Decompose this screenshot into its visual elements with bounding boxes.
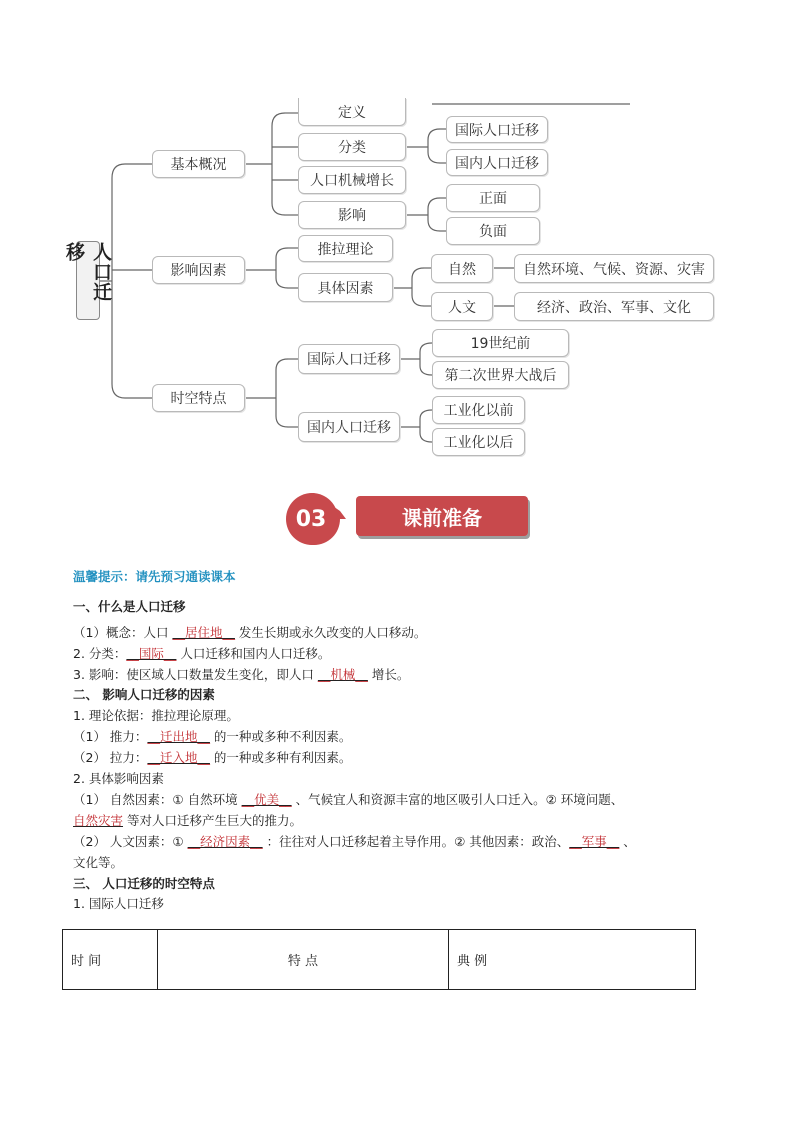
mindmap-connectors — [0, 0, 794, 470]
node-negative: 负面 — [446, 217, 540, 245]
answer-in: __迁入地__ — [147, 750, 210, 765]
section2-line2: （1） 推力：__迁出地__ 的一种或多种不利因素。 — [73, 729, 352, 744]
node-intl-migration: 国际人口迁移 — [446, 116, 548, 143]
section2-line4: 2. 具体影响因素 — [73, 771, 164, 786]
section2-line5: （1） 自然因素：① 自然环境 __优美__ 、气候宜人和资源丰富的地区吸引人口迁入。② 环境问题、 — [73, 792, 624, 807]
section2-heading: 二、 影响人口迁移的因素 — [73, 687, 215, 702]
node-definition: 定义 — [298, 98, 406, 126]
node-factors: 影响因素 — [152, 256, 245, 284]
answer-mechanical: __机械__ — [317, 667, 368, 682]
node-natural-detail: 自然环境、气候、资源、灾害 — [514, 254, 714, 283]
section1-line3: 3. 影响：使区域人口数量发生变化，即人口 __机械__ 增长。 — [73, 667, 410, 682]
node-impact: 影响 — [298, 201, 406, 229]
node-before-19c: 19世纪前 — [432, 329, 569, 357]
node-after-ww2: 第二次世界大战后 — [432, 361, 569, 389]
node-human: 人文 — [431, 292, 493, 321]
node-mechanical-growth: 人口机械增长 — [298, 166, 406, 194]
section2-line1: 1. 理论依据：推拉理论原理。 — [73, 708, 239, 723]
answer-economic: __经济因素__ — [187, 834, 263, 849]
section2-line3: （2） 拉力：__迁入地__ 的一种或多种有利因素。 — [73, 750, 352, 765]
node-spacetime: 时空特点 — [152, 384, 245, 412]
node-human-detail: 经济、政治、军事、文化 — [514, 292, 714, 321]
node-post-industrial: 工业化以后 — [432, 428, 525, 456]
answer-residence: __居住地__ — [172, 625, 235, 640]
section1-heading: 一、什么是人口迁移 — [73, 599, 186, 614]
section3-line1: 1. 国际人口迁移 — [73, 896, 164, 911]
section3-heading: 三、 人口迁移的时空特点 — [73, 876, 215, 891]
node-specific-factors: 具体因素 — [298, 273, 393, 302]
node-natural: 自然 — [431, 254, 493, 283]
table-header-row — [63, 930, 696, 990]
section1-line1: （1）概念：人口 __居住地__ 发生长期或永久改变的人口移动。 — [73, 625, 427, 640]
answer-disaster: 自然灾害 — [73, 813, 124, 828]
node-push-pull: 推拉理论 — [298, 235, 393, 262]
node-positive: 正面 — [446, 184, 540, 212]
section2-line6: 自然灾害 等对人口迁移产生巨大的推力。 — [73, 813, 302, 828]
node-basic-overview: 基本概况 — [152, 150, 245, 178]
node-st-domestic: 国内人口迁移 — [298, 412, 400, 442]
badge-title: 课前准备 — [356, 496, 528, 536]
table-header-feature: 特 点 — [158, 930, 449, 990]
node-classification: 分类 — [298, 133, 406, 161]
mindmap-root: 人口迁移 — [76, 241, 100, 320]
badge-number: 03 — [295, 506, 327, 532]
answer-out: __迁出地__ — [147, 729, 210, 744]
section1-line2: 2. 分类：__国际__ 人口迁移和国内人口迁移。 — [73, 646, 331, 661]
answer-intl: __国际__ — [126, 646, 177, 661]
table-header-time: 时 间 — [63, 930, 158, 990]
node-pre-industrial: 工业化以前 — [432, 396, 525, 424]
tip-text: 温馨提示：请先预习通读课本 — [73, 569, 236, 584]
answer-military: __军事__ — [569, 834, 620, 849]
node-st-intl: 国际人口迁移 — [298, 344, 400, 374]
section2-line7: （2） 人文因素：① __经济因素__ ：往往对人口迁移起着主导作用。② 其他因素：政治、__军事__ 、 — [73, 834, 636, 849]
table-header-example: 典 例 — [449, 930, 696, 990]
section2-line8: 文化等。 — [73, 855, 124, 870]
answer-beautiful: __优美__ — [241, 792, 292, 807]
migration-table — [62, 929, 696, 990]
node-domestic-migration: 国内人口迁移 — [446, 149, 548, 176]
